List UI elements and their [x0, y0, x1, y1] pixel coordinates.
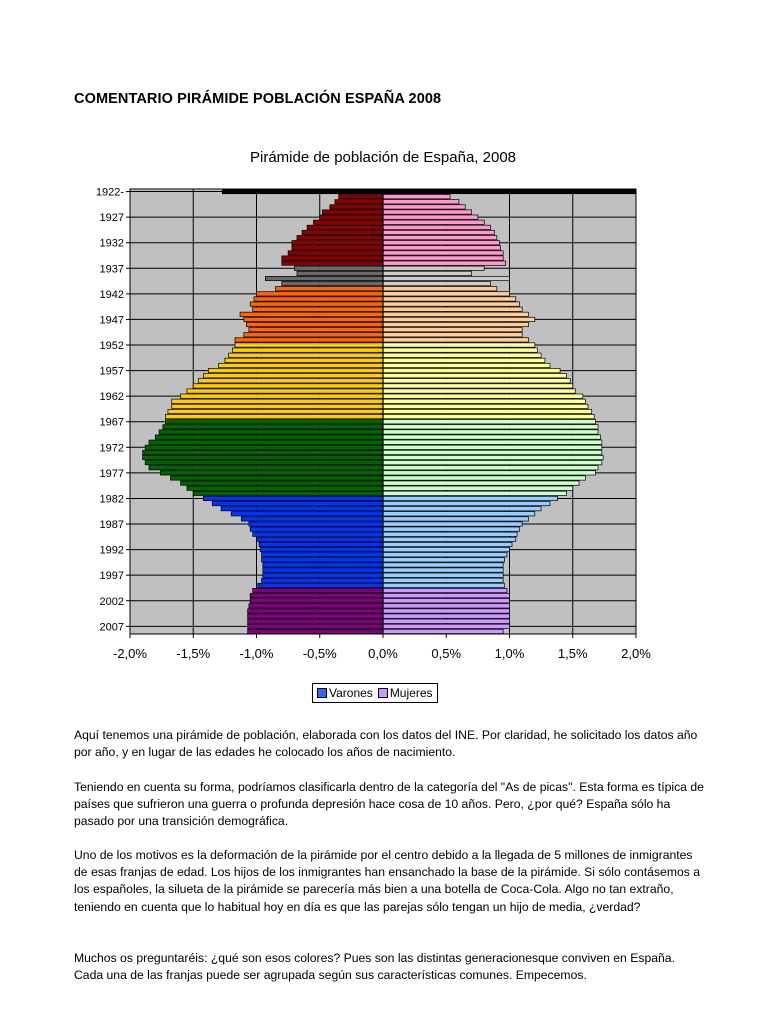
bar-varones-1956 [219, 363, 383, 367]
bar-varones-1963 [172, 399, 383, 403]
y-tick-label: 1987 [99, 519, 124, 532]
bar-mujeres-1971 [383, 440, 602, 444]
bar-mujeres-1956 [383, 363, 550, 367]
y-tick-label: 1997 [99, 570, 124, 583]
bar-varones-1952 [235, 343, 383, 347]
y-tick-label: 1937 [99, 263, 124, 276]
bar-mujeres-1966 [383, 414, 594, 418]
bar-mujeres-1932 [383, 241, 499, 245]
bar-varones-1960 [193, 384, 383, 388]
y-tick-label: 1952 [99, 340, 124, 353]
bar-mujeres-1933 [383, 246, 501, 250]
bar-varones-1993 [262, 553, 383, 557]
bar-mujeres-1960 [383, 384, 573, 388]
bar-mujeres-1986 [383, 517, 528, 521]
bar-varones-1961 [187, 389, 383, 393]
bar-mujeres-1965 [383, 409, 592, 413]
bar-varones-1925 [330, 205, 383, 209]
bar-mujeres-1936 [383, 261, 506, 265]
bar-varones-1942 [257, 292, 384, 296]
bar-mujeres-1951 [383, 338, 528, 342]
bar-mujeres-1942 [383, 292, 510, 296]
bar-varones-1955 [225, 358, 383, 362]
bar-varones-1931 [297, 235, 383, 239]
y-tick-label: 1927 [99, 212, 124, 225]
legend-item-mujeres [378, 686, 433, 700]
bar-mujeres-1996 [383, 568, 503, 572]
bar-mujeres-1944 [383, 302, 520, 306]
bar-varones-1946 [240, 312, 383, 316]
bar-mujeres-1925 [383, 205, 465, 209]
bar-mujeres-1976 [383, 466, 598, 470]
bar-varones-1930 [302, 230, 383, 234]
bar-mujeres-2005 [383, 614, 510, 618]
legend-swatch-mujeres [378, 688, 388, 698]
bar-mujeres-1923 [383, 195, 450, 199]
bar-mujeres-1943 [383, 297, 516, 301]
y-tick-label: 1922- [95, 186, 124, 199]
x-tick-label: 2,0% [621, 646, 651, 661]
paragraph-4: Muchos os preguntaréis: ¿qué son esos colores? Pues son las distintas generacionesque conviven en España. Cada una de las franjas puede ser agrupada según sus características comunes. Empecemos. [74, 951, 675, 983]
bar-mujeres-2008 [383, 629, 503, 633]
bar-varones-2003 [249, 604, 383, 608]
paragraph-2: Teniendo en cuenta su forma, podríamos clasificarla dentro de la categoría del "As de picas". Esta forma es típica de países que sufrieron una guerra o profunda depresión hace cosa de 10 años. Pero, ¿por qué? España sólo ha pasado por una transición demográfica. [74, 780, 704, 829]
bar-varones-1979 [181, 481, 383, 485]
bar-mujeres-1972 [383, 445, 602, 449]
bar-varones-2007 [248, 624, 383, 628]
bar-varones-1936 [282, 261, 383, 265]
bar-varones-1943 [254, 297, 383, 301]
bar-varones-1945 [253, 307, 383, 311]
y-tick-label: 1947 [99, 314, 124, 327]
bar-mujeres-1950 [383, 333, 522, 337]
bar-mujeres-1980 [383, 486, 573, 490]
x-tick-label: 1,0% [494, 646, 525, 661]
bar-varones-1949 [249, 328, 383, 332]
bar-varones-1989 [253, 532, 383, 536]
chart-legend [312, 683, 438, 703]
bar-mujeres-1924 [383, 200, 459, 204]
document-title: COMENTARIO PIRÁMIDE POBLACIÓN ESPAÑA 2008 [74, 91, 442, 107]
bar-varones-1937 [294, 266, 383, 270]
bar-mujeres-1937 [383, 266, 484, 270]
bar-mujeres-1955 [383, 358, 545, 362]
bar-varones-1959 [198, 379, 383, 383]
bar-varones-1987 [249, 522, 383, 526]
bar-varones-2002 [250, 599, 383, 603]
bar-mujeres-1992 [383, 547, 510, 551]
bar-mujeres-1973 [383, 450, 602, 454]
x-tick-label: 1,5% [557, 646, 588, 661]
bar-varones-1962 [181, 394, 383, 398]
x-tick-label: -2,0% [113, 646, 147, 661]
bar-mujeres-1927 [383, 215, 478, 219]
bar-mujeres-1939 [383, 276, 510, 280]
x-tick-label: -0,5% [302, 646, 337, 661]
bar-varones-2008 [248, 629, 383, 633]
bar-mujeres-2004 [383, 609, 510, 613]
bar-varones-1968 [163, 425, 383, 429]
bar-varones-2001 [250, 593, 383, 597]
bar-varones-1933 [292, 246, 383, 250]
y-tick-label: 2002 [99, 595, 124, 608]
bar-mujeres-1946 [383, 312, 528, 316]
legend-item-varones [317, 686, 373, 700]
bar-varones-2004 [248, 609, 383, 613]
bar-varones-1966 [165, 414, 383, 418]
bar-varones-1926 [322, 210, 383, 214]
bar-varones-1957 [208, 368, 383, 372]
bar-mujeres-1947 [383, 317, 535, 321]
bar-varones-1983 [212, 501, 383, 505]
bar-mujeres-1999 [383, 583, 504, 587]
bar-mujeres-2000 [383, 588, 507, 592]
y-tick-label: 1957 [99, 365, 124, 378]
bar-varones-1994 [262, 558, 383, 562]
bar-varones-1964 [172, 404, 383, 408]
bar-varones-2005 [248, 614, 383, 618]
bar-varones-1998 [262, 578, 383, 582]
x-tick-label: -1,5% [176, 646, 211, 661]
bar-varones-1944 [250, 302, 383, 306]
bar-mujeres-1975 [383, 460, 602, 464]
bar-mujeres-1934 [383, 251, 503, 255]
bar-varones-1935 [282, 256, 383, 260]
bar-varones-1938 [297, 271, 383, 275]
bar-mujeres-1941 [383, 287, 497, 291]
bar-varones-1973 [143, 450, 383, 454]
bar-varones-1969 [159, 430, 383, 434]
bar-mujeres-2001 [383, 593, 510, 597]
bar-mujeres-1959 [383, 379, 570, 383]
bar-mujeres-1979 [383, 481, 579, 485]
y-tick-label: 1967 [99, 416, 124, 429]
bar-varones-1923 [339, 195, 383, 199]
bar-mujeres-1930 [383, 230, 494, 234]
bar-mujeres-1963 [383, 399, 585, 403]
bar-mujeres-1987 [383, 522, 522, 526]
y-tick-label: 1972 [99, 442, 124, 455]
bar-varones-1984 [221, 507, 383, 511]
legend-label-mujeres: Mujeres [389, 686, 433, 700]
y-tick-label: 1942 [99, 288, 124, 301]
bar-mujeres-1952 [383, 343, 535, 347]
bar-mujeres-1935 [383, 256, 503, 260]
chart-title: Pirámide de población de España, 2008 [249, 149, 517, 166]
bar-mujeres-1981 [383, 491, 566, 495]
bar-varones-1950 [244, 333, 383, 337]
bar-varones-1981 [193, 491, 383, 495]
bar-mujeres-1985 [383, 512, 535, 516]
bar-varones-1924 [335, 200, 383, 204]
x-tick-label: -1,0% [239, 646, 274, 661]
y-tick-label: 2007 [99, 621, 124, 634]
bar-varones-1948 [246, 322, 383, 326]
bar-varones-1990 [257, 537, 384, 541]
bar-mujeres-1949 [383, 328, 522, 332]
y-tick-label: 1962 [99, 391, 124, 404]
bar-mujeres-1961 [383, 389, 575, 393]
bar-mujeres-1982 [383, 496, 558, 500]
bar-varones-2000 [253, 588, 383, 592]
y-tick-label: 1932 [99, 237, 124, 250]
bar-mujeres-1997 [383, 573, 503, 577]
bar-mujeres-1929 [383, 225, 491, 229]
bar-varones-1940 [282, 281, 383, 285]
bar-mujeres-1948 [383, 322, 528, 326]
bar-varones-1991 [259, 542, 383, 546]
bar-mujeres-1995 [383, 563, 503, 567]
bar-mujeres-1964 [383, 404, 588, 408]
bar-varones-1927 [320, 215, 383, 219]
bar-varones-1995 [263, 563, 383, 567]
bar-varones-1978 [170, 476, 383, 480]
bar-mujeres-1990 [383, 537, 516, 541]
bar-varones-1988 [250, 527, 383, 531]
bar-mujeres-1969 [383, 430, 598, 434]
bar-varones-1941 [275, 287, 383, 291]
bar-mujeres-1954 [383, 353, 541, 357]
bar-mujeres-1994 [383, 558, 504, 562]
bar-varones-1970 [155, 435, 383, 439]
bar-mujeres-1974 [383, 455, 603, 459]
bar-varones-2006 [248, 619, 383, 623]
bar-mujeres-1998 [383, 578, 503, 582]
legend-label-varones: Varones [329, 686, 373, 700]
bar-varones-1929 [307, 225, 383, 229]
bar-mujeres-1922 [383, 189, 636, 193]
bar-varones-1985 [231, 512, 383, 516]
bar-mujeres-1968 [383, 425, 598, 429]
bar-mujeres-2002 [383, 599, 510, 603]
bar-varones-1971 [149, 440, 383, 444]
bar-mujeres-2007 [383, 624, 510, 628]
bar-mujeres-1928 [383, 220, 484, 224]
bar-mujeres-1991 [383, 542, 512, 546]
bar-varones-1972 [145, 445, 383, 449]
bar-mujeres-1931 [383, 235, 497, 239]
bar-mujeres-1940 [383, 281, 491, 285]
bar-mujeres-1958 [383, 374, 566, 378]
bar-mujeres-1989 [383, 532, 517, 536]
bar-varones-1974 [143, 455, 383, 459]
bar-mujeres-1945 [383, 307, 522, 311]
bar-varones-1951 [235, 338, 383, 342]
y-tick-label: 1977 [99, 467, 124, 480]
bar-mujeres-1957 [383, 368, 560, 372]
bar-varones-1953 [232, 348, 383, 352]
bar-varones-1928 [313, 220, 383, 224]
y-tick-label: 1992 [99, 544, 124, 557]
bar-mujeres-1967 [383, 420, 596, 424]
y-tick-label: 1982 [99, 493, 124, 506]
bar-varones-1965 [168, 409, 383, 413]
bar-mujeres-1977 [383, 471, 596, 475]
bar-mujeres-1953 [383, 348, 537, 352]
bar-varones-1996 [263, 568, 383, 572]
bar-mujeres-1962 [383, 394, 583, 398]
bar-varones-1982 [203, 496, 383, 500]
bar-varones-1932 [292, 241, 383, 245]
bar-varones-1992 [260, 547, 383, 551]
bar-varones-1958 [203, 374, 383, 378]
bar-varones-1939 [265, 276, 383, 280]
bar-mujeres-1984 [383, 507, 541, 511]
bar-varones-1999 [258, 583, 383, 587]
legend-swatch-varones [317, 688, 327, 698]
paragraph-3: Uno de los motivos es la deformación de la pirámide por el centro debido a la llegada de 5 millones de inmigrantes de esas franjas de edad. Los hijos de los inmigrantes han ensanchado la base de la pirámide. Si sólo contásemos a los españoles, la silueta de la pirámide se parecería más bien a una botella de Coca-Cola. Algo no tan extraño, teniendo en cuenta que lo habitual hoy en día es que las parejas sólo tengan un hijo de media, ¿verdad? [74, 848, 701, 914]
bar-varones-1967 [165, 420, 383, 424]
bar-mujeres-1926 [383, 210, 472, 214]
bar-varones-1934 [288, 251, 383, 255]
bar-mujeres-1988 [383, 527, 520, 531]
bar-mujeres-2003 [383, 604, 510, 608]
bar-varones-1980 [187, 486, 383, 490]
bar-varones-1986 [241, 517, 383, 521]
bar-mujeres-1938 [383, 271, 472, 275]
x-tick-label: 0,0% [368, 646, 398, 661]
bar-varones-1997 [263, 573, 383, 577]
bar-varones-1977 [160, 471, 383, 475]
bar-mujeres-2006 [383, 619, 510, 623]
bar-varones-1976 [149, 466, 383, 470]
bar-varones-1947 [244, 317, 383, 321]
bar-mujeres-1983 [383, 501, 550, 505]
bar-mujeres-1993 [383, 553, 507, 557]
paragraph-1: Aquí tenemos una pirámide de población, elaborada con los datos del INE. Por claridad, he solicitado los datos año por año, y en lugar de las edades he colocado los años de nacimiento. [74, 728, 698, 760]
x-tick-label: 0,5% [431, 646, 462, 661]
bar-mujeres-1970 [383, 435, 601, 439]
bar-varones-1922 [222, 189, 383, 193]
bar-varones-1975 [145, 460, 383, 464]
bar-varones-1954 [229, 353, 383, 357]
bar-mujeres-1978 [383, 476, 585, 480]
